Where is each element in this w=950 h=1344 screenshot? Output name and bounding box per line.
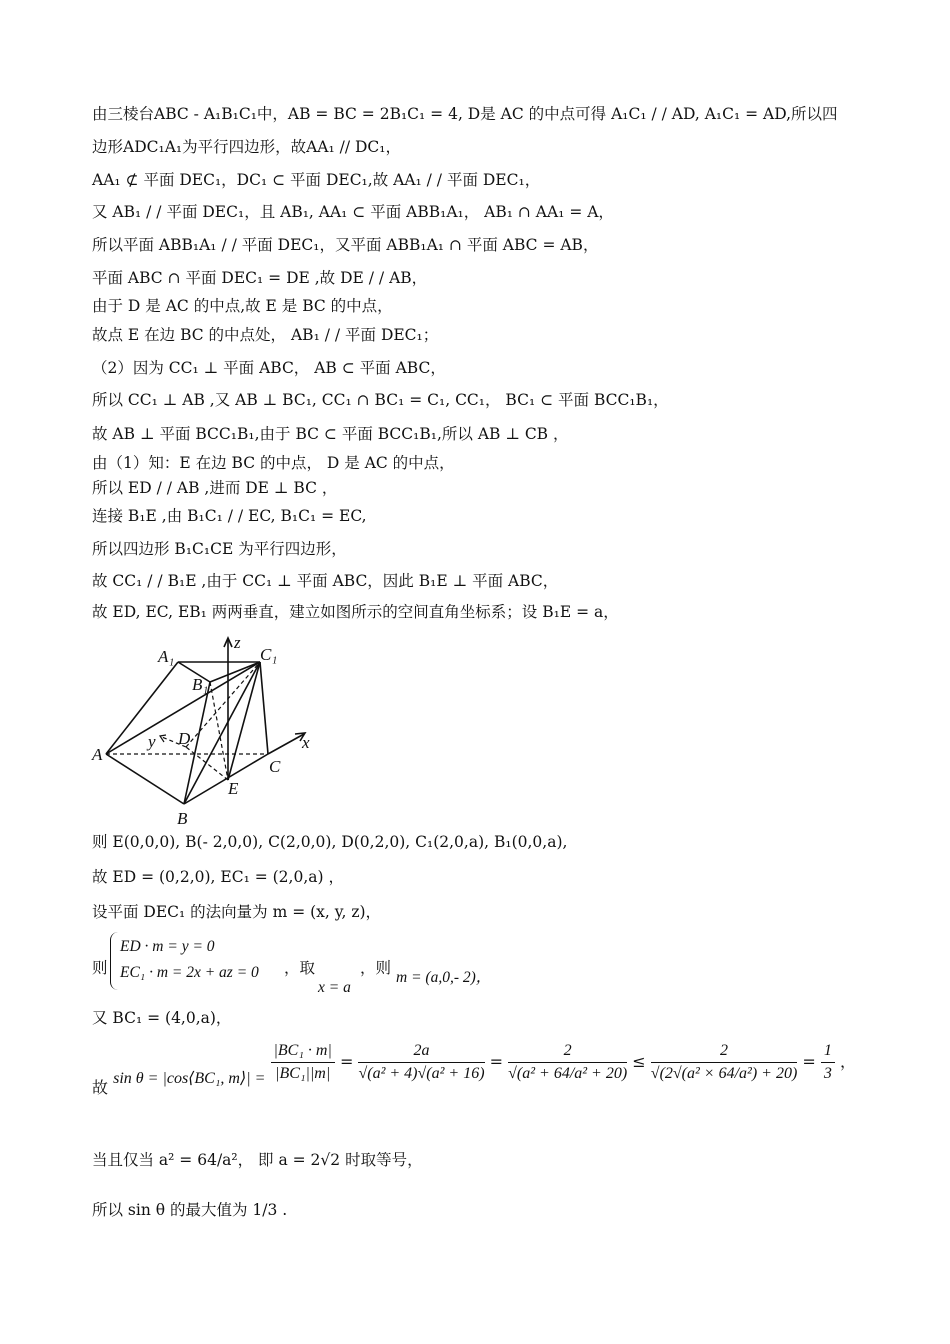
take-text: ，取 (284, 959, 316, 977)
fraction-5 (821, 1040, 835, 1085)
fraction-5-num: 1 (821, 1040, 835, 1063)
text-line: 故 ED, EC, EB₁ 两两垂直，建立如图所示的空间直角坐标系；设 B₁E = a， (92, 603, 619, 621)
normal-vector-result: m = (a,0,- 2)， (396, 969, 492, 986)
fraction-1-num: |BC₁ · m| (271, 1040, 335, 1063)
fraction-4-den: √(2√(a² × 64/a²) + 20) (650, 1065, 798, 1082)
comma: ， (839, 1052, 856, 1071)
text-line: 所以 CC₁ ⊥ AB ,又 AB ⊥ BC₁, CC₁ ∩ BC₁ = C₁, CC₁， BC₁ ⊂ 平面 BCC₁B₁， (92, 391, 669, 409)
text-line: 则 E(0,0,0), B(- 2,0,0), C(2,0,0), D(0,2,0), C₁(2,0,a), B₁(0,0,a), (92, 833, 568, 851)
text-line: 由（1）知：E 在边 BC 的中点， D 是 AC 的中点， (92, 454, 455, 472)
fraction-3 (508, 1040, 627, 1085)
text-line: 边形ADC₁A₁为平行四边形，故AA₁ // DC₁， (92, 138, 402, 156)
take-expr: x = a (318, 979, 351, 996)
fraction-3-num: 2 (508, 1040, 627, 1063)
edge-aa1 (106, 662, 178, 754)
label-z: z (234, 633, 241, 652)
edge-b1e-hidden (210, 682, 228, 780)
fraction-1 (271, 1040, 335, 1085)
text-line: 设平面 DEC₁ 的法向量为 m = (x, y, z)， (92, 903, 382, 921)
text-line: 所以 ED / / AB ,进而 DE ⊥ BC ， (92, 479, 338, 497)
text-line: 故 ED = (0,2,0), EC₁ = (2,0,a) ， (92, 868, 344, 886)
label-x: x (302, 733, 310, 752)
equals-sign: = (802, 1052, 816, 1071)
fraction-4-num: 2 (651, 1040, 798, 1063)
text-line: AA₁ ⊄ 平面 DEC₁，DC₁ ⊂ 平面 DEC₁,故 AA₁ / / 平面 DEC₁， (92, 171, 541, 189)
text-line: 由于 D 是 AC 的中点,故 E 是 BC 的中点， (92, 297, 393, 315)
fraction-2-den: √(a² + 4)√(a² + 16) (358, 1065, 485, 1082)
text-line: 故 CC₁ / / B₁E ,由于 CC₁ ⊥ 平面 ABC，因此 B₁E ⊥ 平面 ABC， (92, 572, 559, 590)
text-line: 所以 sin θ 的最大值为 1/3 . (92, 1201, 288, 1219)
label-b1: B₁ (192, 675, 209, 694)
fraction-1-den: |BC₁||m| (275, 1065, 331, 1082)
label-d: D (178, 729, 191, 748)
label-a: A (92, 745, 103, 764)
label-c: C (269, 757, 281, 776)
left-brace (110, 932, 119, 990)
text-line: 又 AB₁ / / 平面 DEC₁，且 AB₁, AA₁ ⊂ 平面 ABB₁A₁， AB₁ ∩ AA₁ = A， (92, 203, 614, 221)
text-line: 由三棱台ABC - A₁B₁C₁中，AB = BC = 2B₁C₁ = 4, D是 AC 的中点可得 A₁C₁ / / AD, A₁C₁ = AD,所以四 (92, 105, 838, 123)
text-line: 又 BC₁ = (4,0,a)， (92, 1009, 232, 1027)
equals-sign: = (489, 1052, 504, 1071)
equation-system (120, 934, 259, 986)
fraction-3-den: √(a² + 64/a² + 20) (508, 1065, 628, 1082)
coordinate-figure (88, 632, 328, 828)
equation-2: EC₁ · m = 2x + az = 0 (120, 964, 259, 981)
sin-prefix: 故 (92, 1078, 109, 1097)
fraction-2-num: 2a (358, 1040, 484, 1063)
text-line: 故 AB ⊥ 平面 BCC₁B₁,由于 BC ⊂ 平面 BCC₁B₁,所以 AB ⊥ CB ， (92, 425, 569, 443)
label-e: E (228, 779, 239, 798)
text-line: 当且仅当 a² = 64/a²， 即 a = 2√2 时取等号， (92, 1151, 423, 1169)
less-equal-sign: ≤ (632, 1052, 646, 1071)
edge-ab (106, 754, 184, 804)
edge-cc1 (260, 662, 268, 754)
label-a1: A₁ (158, 647, 175, 666)
fraction-5-den: 3 (823, 1065, 832, 1082)
label-c1: C₁ (260, 645, 278, 664)
text-line: 连接 B₁E ,由 B₁C₁ / / EC, B₁C₁ = EC, (92, 507, 367, 525)
label-y: y (148, 732, 156, 751)
sin-lhs: sin θ = |cos⟨BC₁, m⟩| = (113, 1070, 266, 1087)
label-b: B (177, 809, 188, 828)
edge-b1c1 (210, 662, 260, 682)
fraction-4 (651, 1040, 798, 1085)
then-text: ，则 (360, 959, 392, 977)
fraction-2 (358, 1040, 484, 1085)
sin-theta-equation (92, 1040, 856, 1097)
text-line: 故点 E 在边 BC 的中点处， AB₁ / / 平面 DEC₁； (92, 326, 439, 344)
x-axis (268, 734, 304, 754)
text-line: 平面 ABC ∩ 平面 DEC₁ = DE ,故 DE / / AB， (92, 269, 428, 287)
system-prefix: 则 (92, 959, 108, 977)
text-line: 所以平面 ABB₁A₁ / / 平面 DEC₁，又平面 ABB₁A₁ ∩ 平面 ABC = AB， (92, 236, 599, 254)
equation-1: ED · m = y = 0 (120, 938, 215, 955)
text-line: 所以四边形 B₁C₁CE 为平行四边形， (92, 540, 347, 558)
text-line: （2）因为 CC₁ ⊥ 平面 ABC， AB ⊂ 平面 ABC， (92, 359, 446, 377)
equals-sign: = (339, 1052, 354, 1071)
